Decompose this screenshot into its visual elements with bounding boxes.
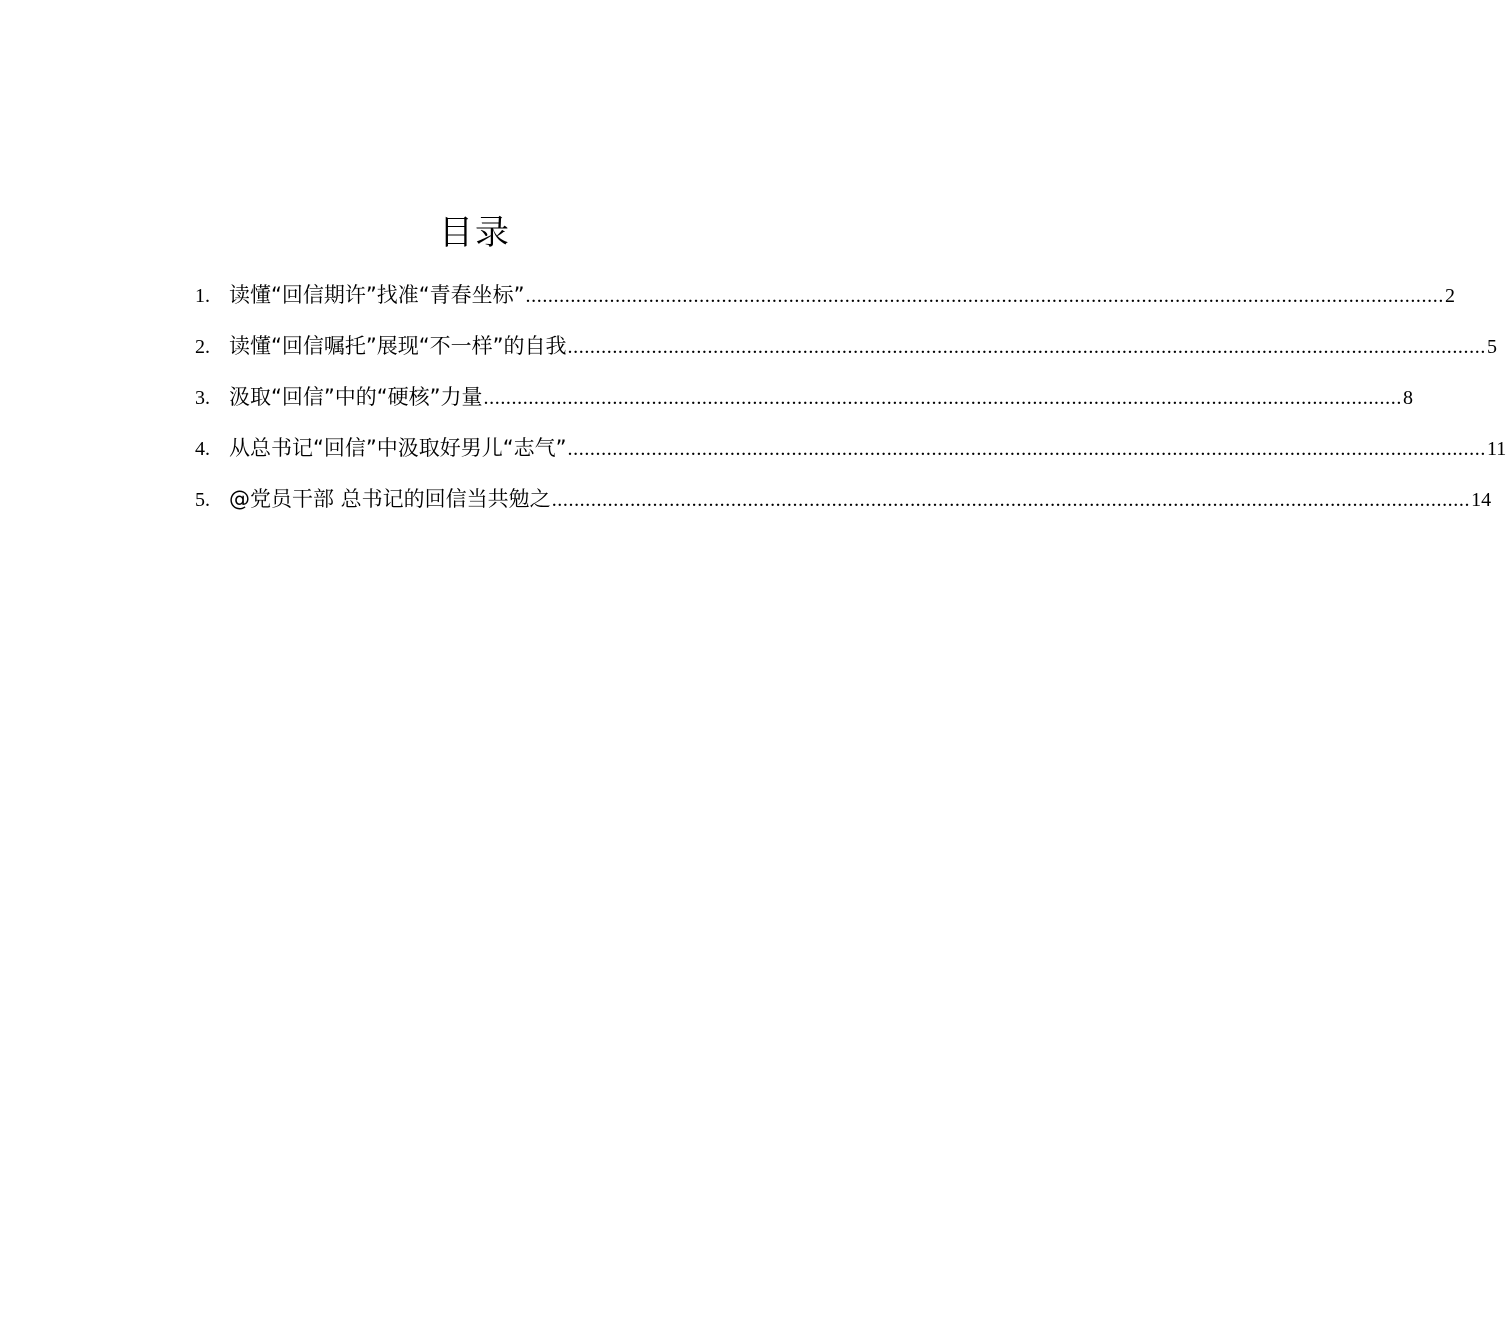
toc-entry-number: 5. — [195, 489, 210, 511]
toc-entry-page: 2 — [1444, 285, 1455, 307]
toc-entry-page: 8 — [1402, 387, 1413, 409]
toc-title: 目录 — [439, 213, 511, 253]
toc-entry-title: 读懂“回信期许”找准“青春坐标” — [229, 283, 525, 307]
toc-entry-title: 从总书记“回信”中汲取好男儿“志气” — [229, 436, 567, 460]
toc-entry-number: 2. — [195, 336, 210, 358]
toc-leader-dots: .................................................................................................................................................................... — [567, 336, 1486, 358]
toc-leader-dots: .................................................................................................................................................................... — [551, 489, 1471, 511]
toc-entry-4[interactable] — [195, 428, 1506, 479]
toc-entry-number: 3. — [195, 387, 210, 409]
toc-leader-dots: .................................................................................................................................................................... — [567, 438, 1486, 460]
toc-entry-number: 1. — [195, 285, 210, 307]
toc-entry-1[interactable] — [195, 275, 1455, 326]
toc-leader-dots: .................................................................................................................................................................... — [525, 285, 1444, 307]
toc-leader-dots: .................................................................................................................................................................... — [483, 387, 1402, 409]
toc-entry-page: 11 — [1486, 438, 1506, 460]
toc-entry-title: 读懂“回信嘱托”展现“不一样”的自我 — [229, 334, 567, 358]
toc-entry-number: 4. — [195, 438, 210, 460]
toc-entry-title: @党员干部 总书记的回信当共勉之 — [229, 487, 551, 511]
toc-entry-page: 5 — [1486, 336, 1497, 358]
toc-entry-title: 汲取“回信”中的“硬核”力量 — [229, 385, 483, 409]
toc-entry-3[interactable] — [195, 377, 1413, 428]
toc-entry-5[interactable] — [195, 479, 1492, 530]
toc-entry-2[interactable] — [195, 326, 1497, 377]
table-of-contents — [195, 275, 1506, 530]
toc-entry-page: 14 — [1471, 489, 1492, 511]
